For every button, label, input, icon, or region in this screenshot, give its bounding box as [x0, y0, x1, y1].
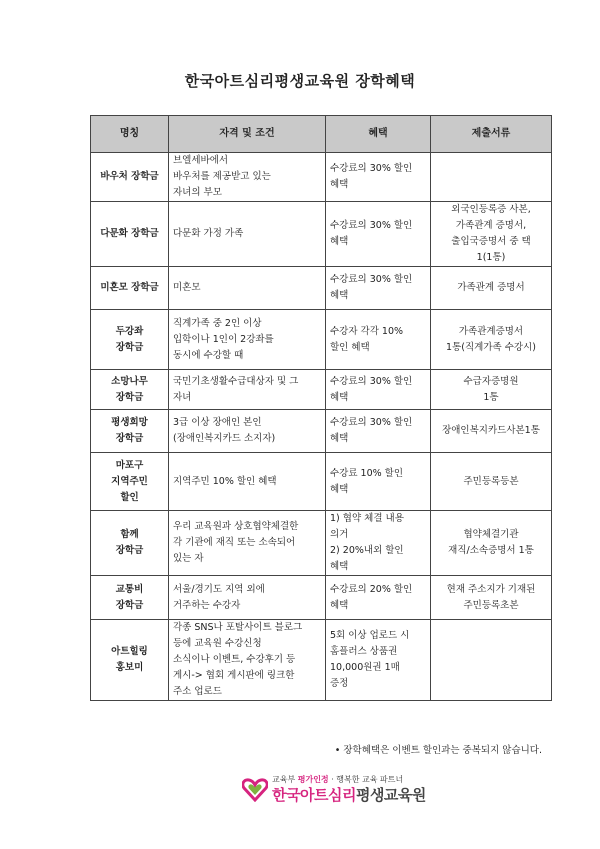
cell-qual [169, 267, 326, 310]
cell-text-line: 다문화 가정 가족 [173, 228, 244, 239]
cell-text-line: 동시에 수강할 때 [173, 349, 244, 361]
cell-text-line: 각종 SNS나 포탈사이트 블로그 [173, 622, 303, 633]
cell-text-line: 출입국증명서 중 택 [451, 236, 531, 247]
table-row [91, 370, 552, 410]
header-benefit: 혜택 [326, 116, 431, 153]
cell-text-line: 두강좌 [115, 325, 144, 337]
header-documents: 제출서류 [431, 116, 552, 153]
cell-text-line: 장학금 [115, 545, 144, 556]
cell-text-line: 혜택 [330, 433, 349, 444]
cell-text-line: 있는 자 [173, 553, 204, 564]
cell-benefit [326, 511, 431, 576]
cell-text-line: 국민기초생활수급대상자 및 그 [173, 375, 299, 387]
cell-name [91, 310, 169, 370]
table-row [91, 310, 552, 370]
cell-text-line: 가족관계 증명서, [455, 220, 527, 231]
cell-text-line: 주민등록등본 [463, 475, 519, 487]
header-qualification: 자격 및 조건 [169, 116, 326, 153]
cell-text-line: 직계가족 중 2인 이상 [173, 317, 262, 329]
cell-name [91, 202, 169, 267]
cell-text-line: 혜택 [330, 561, 349, 572]
cell-text-line: 10,000원권 1매 [330, 662, 400, 673]
table-row [91, 410, 552, 453]
cell-text-line: 바우처를 제공받고 있는 [173, 171, 271, 182]
cell-benefit [326, 153, 431, 202]
cell-qual [169, 310, 326, 370]
cell-text-line: 미혼모 [173, 282, 201, 293]
logo-wordmark: 한국아트심리평생교육원 [272, 786, 426, 804]
cell-text-line: 수강료의 20% 할인 [330, 583, 413, 595]
cell-name [91, 370, 169, 410]
cell-docs [431, 576, 552, 620]
cell-text-line: 수강료의 30% 할인 [330, 417, 413, 428]
cell-text-line: 자녀 [173, 391, 192, 403]
cell-name [91, 267, 169, 310]
cell-text-line: 1통 [483, 391, 499, 403]
cell-text-line: (장애인복지카드 소지자) [173, 433, 276, 444]
cell-qual [169, 453, 326, 511]
heart-logo-icon [242, 778, 268, 802]
cell-text-line: 자녀의 부모 [173, 187, 222, 198]
cell-text-line: 주민등록초본 [463, 599, 519, 611]
cell-name [91, 576, 169, 620]
cell-qual [169, 620, 326, 701]
cell-text-line: 할인 [120, 491, 139, 503]
cell-benefit [326, 267, 431, 310]
cell-text-line: 다문화 장학금 [100, 228, 159, 239]
logo-slogan: 교육부 평가인정 · 행복한 교육 파트너 [272, 775, 404, 784]
cell-text-line: 입학이나 1인이 2강좌를 [173, 333, 274, 345]
cell-text-line: 혜택 [330, 236, 349, 247]
cell-text-line: 장학금 [115, 341, 144, 353]
cell-docs [431, 410, 552, 453]
cell-name [91, 153, 169, 202]
cell-text-line: 교통비 [115, 583, 144, 595]
cell-qual [169, 410, 326, 453]
cell-benefit [326, 310, 431, 370]
table-row [91, 511, 552, 576]
cell-benefit [326, 576, 431, 620]
table-row [91, 620, 552, 701]
cell-text-line: 바우처 장학금 [100, 171, 159, 182]
table-row [91, 576, 552, 620]
cell-text-line: 수강료의 30% 할인 [330, 220, 413, 231]
cell-text-line: 아트힐링 [111, 646, 148, 657]
cell-text-line: 마포구 [115, 459, 144, 471]
cell-text-line: 혜택 [330, 599, 349, 611]
cell-text-line: 소식이나 이벤트, 수강후기 등 [173, 654, 296, 665]
cell-docs [431, 267, 552, 310]
cell-text-line: 서울/경기도 지역 외에 [173, 583, 265, 595]
table-row [91, 153, 552, 202]
cell-docs [431, 620, 552, 701]
cell-text-line: 현재 주소지가 기재된 [446, 583, 536, 595]
cell-text-line: 장학금 [115, 433, 144, 444]
cell-name [91, 410, 169, 453]
cell-name [91, 620, 169, 701]
cell-text-line: 수강료 10% 할인 [330, 467, 404, 479]
cell-text-line: 우리 교육원과 상호협약체결한 [173, 521, 299, 532]
cell-text-line: 미혼모 장학금 [100, 282, 159, 293]
cell-name [91, 453, 169, 511]
cell-text-line: 3급 이상 장애인 본인 [173, 417, 262, 428]
cell-text-line: 2) 20%내외 할인 [330, 545, 404, 556]
cell-text-line: 증정 [330, 678, 349, 689]
cell-text-line: 평생희망 [111, 417, 148, 428]
cell-qual [169, 202, 326, 267]
cell-text-line: 브엘세바에서 [173, 155, 229, 166]
header-name: 명칭 [91, 116, 169, 153]
cell-text-line: 혜택 [330, 483, 349, 495]
cell-text-line: 소망나무 [111, 375, 148, 387]
cell-text-line: 혜택 [330, 391, 349, 403]
table-row [91, 202, 552, 267]
cell-text-line: 함께 [120, 529, 139, 540]
cell-qual [169, 370, 326, 410]
cell-text-line: 주소 업로드 [173, 686, 222, 697]
cell-text-line: 할인 혜택 [330, 341, 370, 353]
cell-text-line: 5회 이상 업로드 시 [330, 630, 410, 641]
cell-text-line: 1통(직계가족 수강시) [446, 341, 536, 353]
cell-text-line: 의거 [330, 529, 349, 540]
cell-text-line: 가족관계증명서 [458, 325, 524, 337]
cell-text-line: 협약체결기관 [463, 529, 519, 540]
cell-text-line: 수급자증명원 [463, 375, 519, 387]
cell-text-line: 지역주민 10% 할인 혜택 [173, 475, 277, 487]
cell-text-line: 장학금 [115, 599, 144, 611]
cell-text-line: 1(1통) [476, 252, 506, 263]
cell-docs [431, 202, 552, 267]
cell-text-line: 홈플러스 상품권 [330, 646, 398, 657]
cell-text-line: 수강자 각각 10% [330, 325, 404, 337]
cell-docs [431, 511, 552, 576]
table-row [91, 453, 552, 511]
cell-qual [169, 576, 326, 620]
cell-text-line: 거주하는 수강자 [173, 599, 241, 611]
cell-text-line: 홍보미 [115, 662, 144, 673]
cell-text-line: 장학금 [115, 391, 144, 403]
cell-text-line: 수강료의 30% 할인 [330, 375, 413, 387]
table-header-row [91, 116, 552, 153]
cell-docs [431, 370, 552, 410]
cell-text-line: 혜택 [330, 290, 349, 301]
cell-docs [431, 153, 552, 202]
cell-benefit [326, 453, 431, 511]
cell-qual [169, 153, 326, 202]
cell-text-line: 재직/소속증명서 1통 [448, 545, 534, 556]
cell-docs [431, 453, 552, 511]
cell-benefit [326, 370, 431, 410]
cell-text-line: 등에 교육원 수강신청 [173, 638, 262, 649]
scholarship-table [90, 115, 552, 701]
cell-benefit [326, 202, 431, 267]
cell-benefit [326, 620, 431, 701]
cell-text-line: 1) 협약 체결 내용 [330, 513, 404, 524]
page-title: 한국아트심리평생교육원 장학혜택 [184, 72, 416, 90]
cell-text-line: 지역주민 [111, 475, 148, 487]
cell-name [91, 511, 169, 576]
cell-docs [431, 310, 552, 370]
footnote: • 장학혜택은 이벤트 할인과는 중복되지 않습니다. [334, 745, 542, 756]
cell-text-line: 수강료의 30% 할인 [330, 274, 413, 285]
cell-qual [169, 511, 326, 576]
cell-text-line: 외국인등록증 사본, [451, 204, 531, 215]
cell-text-line: 장애인복지카드사본1통 [442, 425, 540, 436]
table-row [91, 267, 552, 310]
cell-text-line: 각 기관에 재직 또는 소속되어 [173, 537, 296, 548]
cell-benefit [326, 410, 431, 453]
cell-text-line: 혜택 [330, 179, 349, 190]
cell-text-line: 게시-> 협회 게시판에 링크한 [173, 670, 295, 681]
cell-text-line: 수강료의 30% 할인 [330, 163, 413, 174]
institute-logo [242, 774, 522, 814]
cell-text-line: 가족관계 증명서 [457, 282, 525, 293]
